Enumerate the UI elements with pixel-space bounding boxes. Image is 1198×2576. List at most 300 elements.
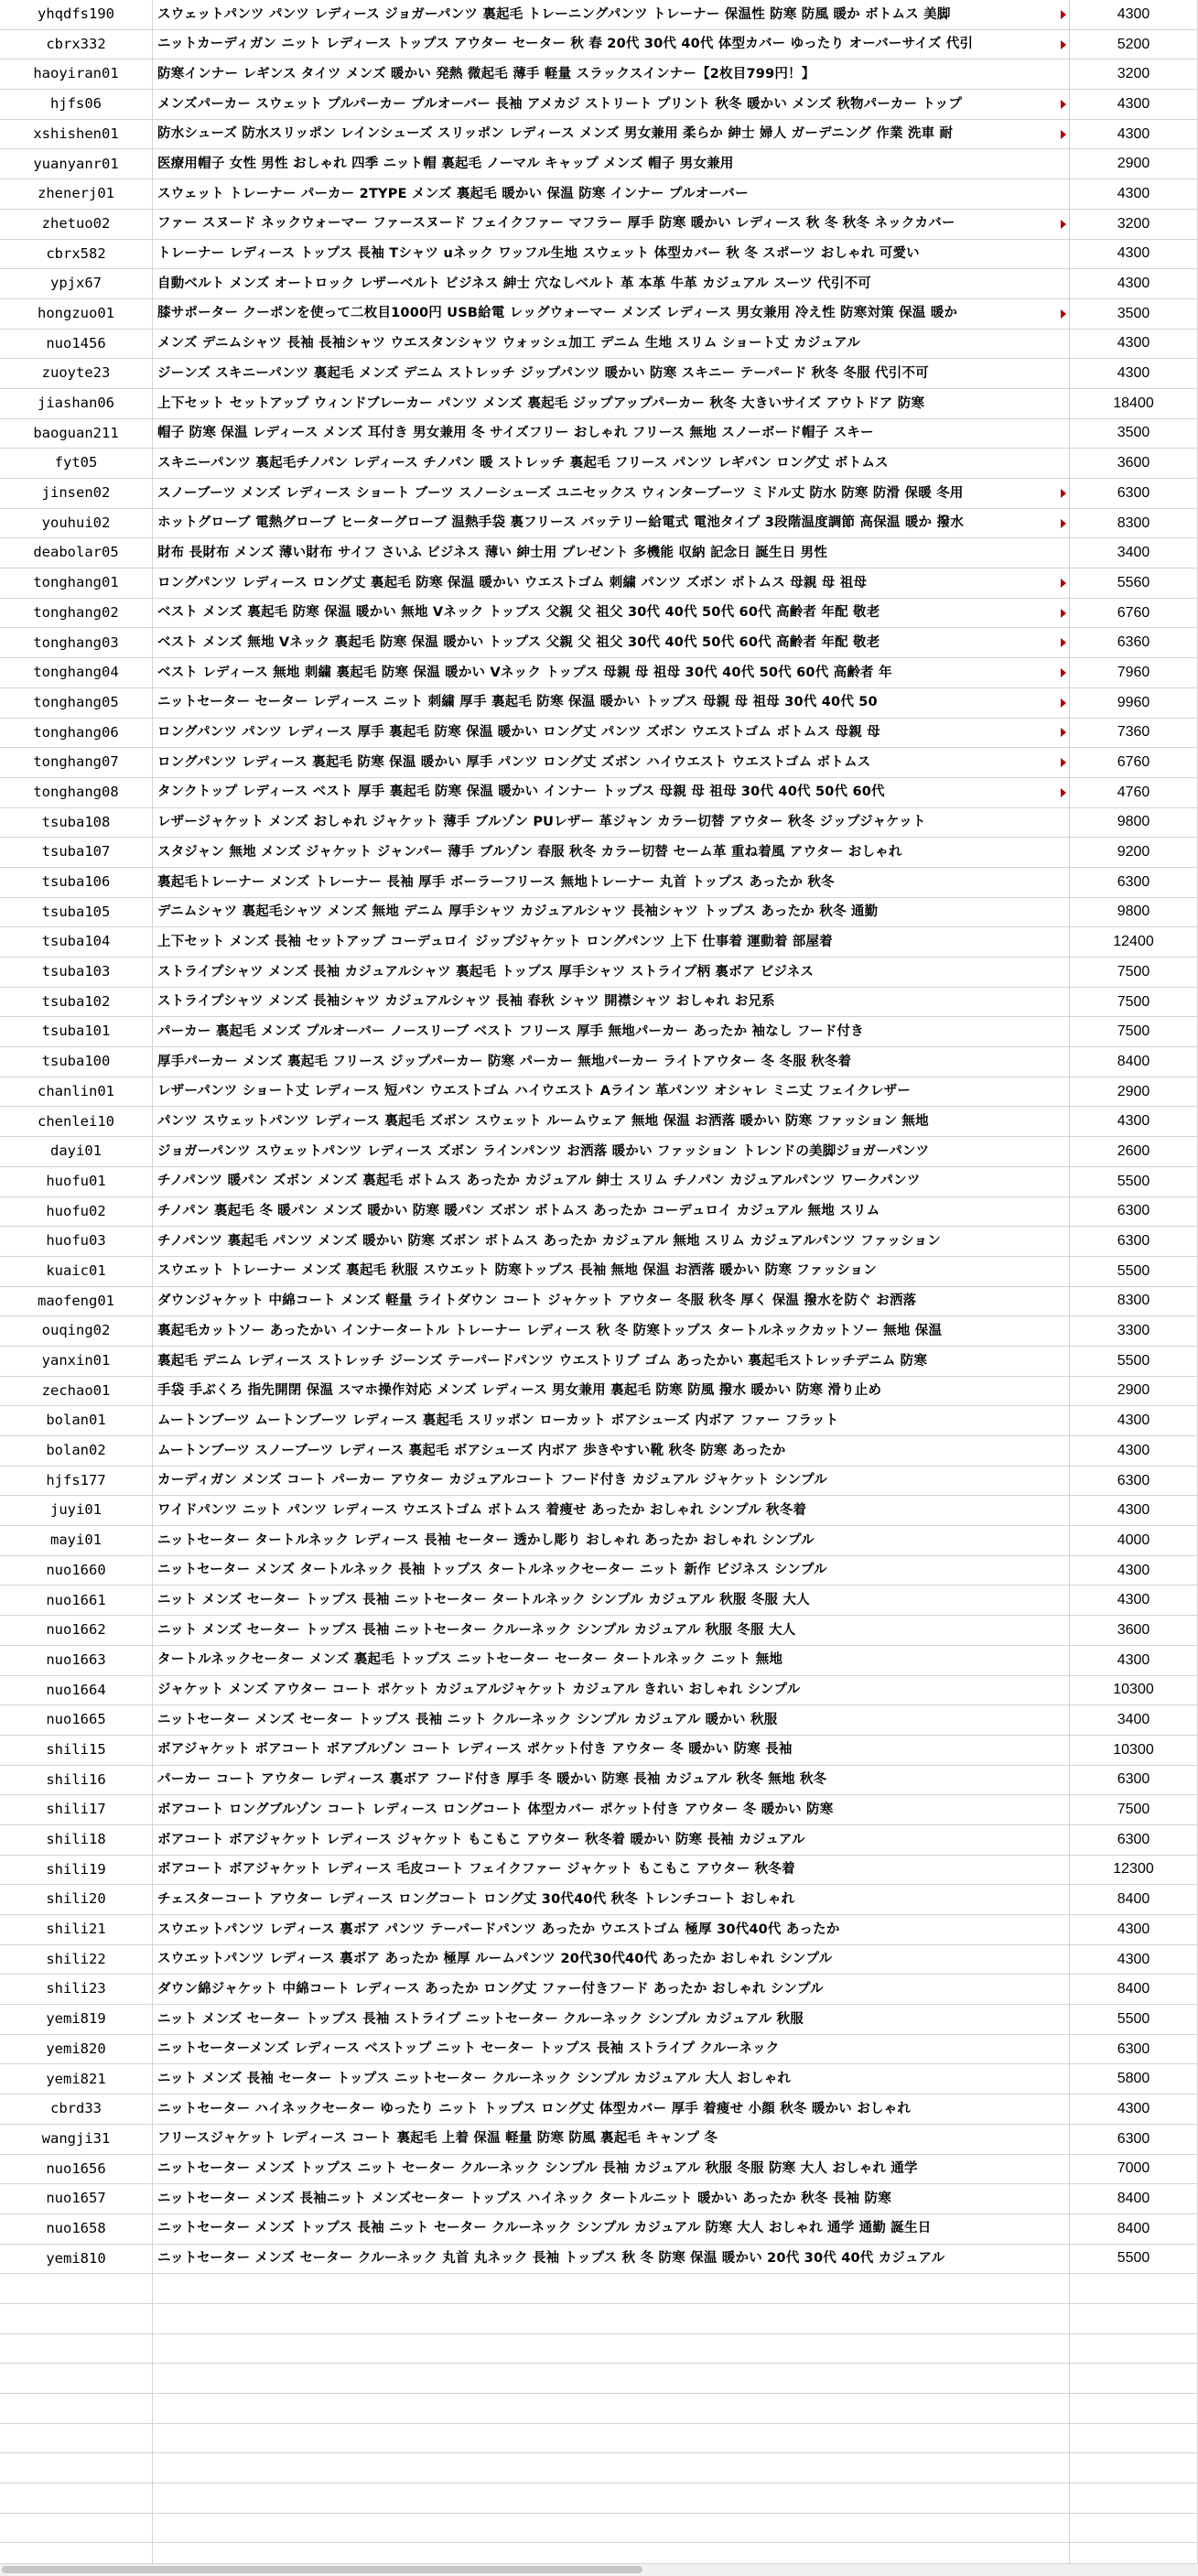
cell-title[interactable]: 自動ベルト メンズ オートロック レザーベルト ビジネス 紳士 穴なしベルト 革 本革 牛革 カジュアル スーツ 代引不可 [153, 269, 1070, 298]
cell-empty[interactable] [153, 2364, 1070, 2393]
cell-title[interactable]: 上下セット セットアップ ウィンドブレーカー パンツ メンズ 裏起毛 ジップアップパーカー 秋冬 大きいサイズ アウトドア 防寒 [153, 389, 1070, 418]
cell-price[interactable]: 4300 [1070, 2094, 1198, 2124]
cell-title[interactable]: 防寒インナー レギンス タイツ メンズ 暖かい 発熱 微起毛 薄手 軽量 スラックスインナー【2枚目799円！】 [153, 60, 1070, 89]
cell-id[interactable]: nuo1657 [0, 2184, 153, 2213]
table-row [0, 988, 1198, 1018]
cell-title[interactable]: ストライプシャツ メンズ 長袖シャツ カジュアルシャツ 長袖 春秋 シャツ 開襟シャツ おしゃれ お兄系 [153, 988, 1070, 1017]
cell-price[interactable]: 8300 [1070, 509, 1198, 538]
cell-title[interactable]: ファー スヌード ネックウォーマー ファースヌード フェイクファー マフラー 厚手 防寒 暖かい レディース 秋 冬 秋冬 ネックカバー [153, 210, 1070, 239]
cell-title[interactable]: 防水シューズ 防水スリッポン レインシューズ スリッポン レディース メンズ 男女兼用 柔らか 紳士 婦人 ガーデニング 作業 洗車 耐 [153, 120, 1070, 149]
cell-title[interactable]: ベスト レディース 無地 刺繍 裏起毛 防寒 保温 暖かい Vネック トップス 母親 母 祖母 30代 40代 50代 60代 高齢者 年 [153, 658, 1070, 687]
cell-id[interactable]: tsuba100 [0, 1047, 153, 1077]
cell-empty[interactable] [0, 2334, 153, 2364]
cell-id[interactable]: haoyiran01 [0, 60, 153, 89]
cell-price[interactable]: 2900 [1070, 1377, 1198, 1406]
cell-id[interactable]: yemi820 [0, 2035, 153, 2064]
cell-price[interactable]: 4300 [1070, 1556, 1198, 1586]
table-row [0, 1137, 1198, 1167]
table-row [0, 30, 1198, 60]
cell-title[interactable]: レザーパンツ ショート丈 レディース 短パン ウエストゴム ハイウエスト Aライン 革パンツ オシャレ ミニ丈 フェイクレザー [153, 1077, 1070, 1107]
cell-title[interactable]: パーカー 裏起毛 メンズ プルオーバー ノースリーブ ベスト フリース 厚手 無地パーカー あったか 袖なし フード付き [153, 1017, 1070, 1046]
cell-id[interactable]: yhqdfs190 [0, 0, 153, 29]
cell-price[interactable]: 6300 [1070, 1467, 1198, 1496]
cell-title[interactable]: スウエットパンツ レディース 裏ボア あったか 極厚 ルームパンツ 20代30代40代 あったか おしゃれ シンプル [153, 1945, 1070, 1975]
cell-price[interactable]: 5500 [1070, 2245, 1198, 2274]
cell-empty[interactable] [153, 2304, 1070, 2333]
cell-price[interactable]: 6760 [1070, 599, 1198, 628]
cell-title[interactable]: ジョガーパンツ スウェットパンツ レディース ズボン ラインパンツ お洒落 暖かい ファッション トレンドの美脚ジョガーパンツ [153, 1137, 1070, 1166]
cell-price[interactable]: 4300 [1070, 1496, 1198, 1525]
cell-id[interactable]: tonghang06 [0, 719, 153, 748]
cell-id[interactable]: tonghang08 [0, 778, 153, 807]
table-row [0, 1077, 1198, 1108]
table-row [0, 1496, 1198, 1526]
cell-price[interactable]: 6300 [1070, 1825, 1198, 1855]
cell-title[interactable]: チノパン 裏起毛 冬 暖パン メンズ 暖かい 防寒 暖パン ズボン ボトムス あったか コーデュロイ カジュアル 無地 スリム [153, 1197, 1070, 1227]
cell-title[interactable]: ボアコート ボアジャケット レディース 毛皮コート フェイクファー ジャケット もこもこ アウター 秋冬着 [153, 1856, 1070, 1885]
cell-id[interactable]: tonghang03 [0, 628, 153, 657]
scrollbar-thumb[interactable] [2, 2566, 642, 2573]
cell-id[interactable]: yemi810 [0, 2245, 153, 2274]
cell-title[interactable]: ニットセーター メンズ タートルネック 長袖 トップス タートルネックセーター ニット 新作 ビジネス シンプル [153, 1556, 1070, 1586]
cell-empty[interactable] [153, 2453, 1070, 2483]
cell-empty[interactable] [0, 2424, 153, 2453]
cell-title[interactable]: 裏起毛トレーナー メンズ トレーナー 長袖 厚手 ボーラーフリース 無地トレーナー 丸首 トップス あったか 秋冬 [153, 868, 1070, 897]
cell-title[interactable]: 財布 長財布 メンズ 薄い財布 サイフ さいふ ビジネス 薄い 紳士用 プレゼント 多機能 収納 記念日 誕生日 男性 [153, 538, 1070, 568]
cell-id[interactable]: huofu03 [0, 1227, 153, 1256]
cell-price[interactable]: 2600 [1070, 1137, 1198, 1166]
cell-price[interactable]: 9800 [1070, 898, 1198, 927]
cell-price[interactable]: 8400 [1070, 2184, 1198, 2213]
cell-price[interactable]: 3600 [1070, 1616, 1198, 1645]
table-row [0, 1017, 1198, 1047]
cell-price[interactable]: 4300 [1070, 330, 1198, 359]
table-row [0, 538, 1198, 568]
cell-id[interactable]: hongzuo01 [0, 299, 153, 329]
cell-price[interactable]: 6360 [1070, 628, 1198, 657]
cell-id[interactable]: nuo1663 [0, 1646, 153, 1675]
table-row [0, 838, 1198, 868]
cell-id[interactable]: nuo1656 [0, 2155, 153, 2184]
cell-price[interactable]: 8400 [1070, 1047, 1198, 1077]
cell-empty[interactable] [1070, 2394, 1198, 2423]
cell-price[interactable]: 7360 [1070, 719, 1198, 748]
table-row [0, 658, 1198, 688]
table-row [0, 1047, 1198, 1077]
cell-title[interactable]: 厚手パーカー メンズ 裏起毛 フリース ジップパーカー 防寒 パーカー 無地パーカー ライトアウター 冬 冬服 秋冬着 [153, 1047, 1070, 1077]
cell-id[interactable]: shili23 [0, 1975, 153, 2004]
cell-price[interactable]: 4300 [1070, 1646, 1198, 1675]
cell-id[interactable]: hjfs177 [0, 1467, 153, 1496]
cell-id[interactable]: tonghang05 [0, 688, 153, 718]
cell-title[interactable]: カーディガン メンズ コート パーカー アウター カジュアルコート フード付き カジュアル ジャケット シンプル [153, 1467, 1070, 1496]
cell-price[interactable]: 4300 [1070, 1436, 1198, 1466]
cell-id[interactable]: shili19 [0, 1856, 153, 1885]
cell-price[interactable]: 3200 [1070, 60, 1198, 89]
table-row [0, 628, 1198, 658]
cell-id[interactable]: ypjx67 [0, 269, 153, 298]
empty-row [0, 2424, 1198, 2454]
cell-id[interactable]: deabolar05 [0, 538, 153, 568]
cell-title[interactable]: ロングパンツ レディース ロング丈 裏起毛 防寒 保温 暖かい ウエストゴム 刺繍 パンツ ズボン ボトムス 母親 母 祖母 [153, 568, 1070, 598]
cell-id[interactable]: cbrd33 [0, 2094, 153, 2124]
cell-title[interactable]: 膝サポーター クーポンを使って二枚目1000円 USB給電 レッグウォーマー メンズ レディース 男女兼用 冷え性 防寒対策 保温 暖か [153, 299, 1070, 329]
cell-title[interactable]: ワイドパンツ ニット パンツ レディース ウエストゴム ボトムス 着痩せ あったか おしゃれ シンプル 秋冬着 [153, 1496, 1070, 1525]
cell-empty[interactable] [153, 2514, 1070, 2543]
cell-title[interactable]: ニットセーター ハイネックセーター ゆったり ニット トップス ロング丈 体型カバー 厚手 着痩せ 小顔 秋冬 暖かい おしゃれ [153, 2094, 1070, 2124]
cell-title[interactable]: チェスターコート アウター レディース ロングコート ロング丈 30代40代 秋冬 トレンチコート おしゃれ [153, 1885, 1070, 1914]
cell-id[interactable]: tsuba102 [0, 988, 153, 1017]
cell-id[interactable]: fyt05 [0, 449, 153, 478]
cell-price[interactable]: 4300 [1070, 269, 1198, 298]
cell-title[interactable]: スウエット トレーナー メンズ 裏起毛 秋服 スウエット 防寒トップス 長袖 無地 保温 お洒落 暖かい 防寒 ファッション [153, 1257, 1070, 1286]
cell-id[interactable]: baoguan211 [0, 419, 153, 449]
cell-price[interactable]: 8300 [1070, 1287, 1198, 1316]
cell-id[interactable]: yuanyanr01 [0, 149, 153, 179]
cell-price[interactable]: 7000 [1070, 2155, 1198, 2184]
cell-price[interactable]: 5500 [1070, 1257, 1198, 1286]
cell-id[interactable]: nuo1456 [0, 330, 153, 359]
cell-title[interactable]: ムートンブーツ スノーブーツ レディース 裏起毛 ボアシューズ 内ボア 歩きやすい靴 秋冬 防寒 あったか [153, 1436, 1070, 1466]
cell-title[interactable]: ボアコート ロングブルゾン コート レディース ロングコート 体型カバー ポケット付き アウター 冬 暖かい 防寒 [153, 1795, 1070, 1824]
table-row [0, 2125, 1198, 2155]
table-row [0, 479, 1198, 509]
cell-price[interactable]: 5200 [1070, 30, 1198, 60]
cell-title[interactable]: ニットセーター セーター レディース ニット 刺繍 厚手 裏起毛 防寒 保温 暖かい トップス 母親 母 祖母 30代 40代 50 [153, 688, 1070, 718]
cell-empty[interactable] [1070, 2514, 1198, 2543]
cell-id[interactable]: tonghang02 [0, 599, 153, 628]
cell-price[interactable]: 12400 [1070, 927, 1198, 957]
cell-title[interactable]: 帽子 防寒 保温 レディース メンズ 耳付き 男女兼用 冬 サイズフリー おしゃれ フリース 無地 スノーボード帽子 スキー [153, 419, 1070, 449]
cell-title[interactable]: ホットグローブ 電熱グローブ ヒーターグローブ 温熱手袋 裏フリース バッテリー給電式 電池タイプ 3段階温度調節 高保温 暖か 撥水 [153, 509, 1070, 538]
cell-price[interactable]: 7960 [1070, 658, 1198, 687]
cell-empty[interactable] [1070, 2364, 1198, 2393]
cell-price[interactable]: 3500 [1070, 299, 1198, 329]
cell-empty[interactable] [153, 2394, 1070, 2423]
cell-price[interactable]: 18400 [1070, 389, 1198, 418]
cell-price[interactable]: 4300 [1070, 1915, 1198, 1944]
table-row [0, 1347, 1198, 1377]
cell-id[interactable]: tonghang04 [0, 658, 153, 687]
cell-id[interactable]: jiashan06 [0, 389, 153, 418]
cell-id[interactable]: tsuba107 [0, 838, 153, 867]
cell-price[interactable]: 2900 [1070, 149, 1198, 179]
cell-empty[interactable] [0, 2304, 153, 2333]
cell-title[interactable]: ニット メンズ セーター トップス 長袖 ストライプ ニットセーター クルーネック シンプル カジュアル 秋服 [153, 2005, 1070, 2034]
cell-price[interactable]: 9960 [1070, 688, 1198, 718]
table-row [0, 90, 1198, 120]
empty-row [0, 2453, 1198, 2484]
cell-price[interactable]: 4300 [1070, 359, 1198, 388]
table-row [0, 149, 1198, 179]
cell-price[interactable]: 7500 [1070, 988, 1198, 1017]
table-row [0, 1227, 1198, 1257]
cell-title[interactable]: ニット メンズ セーター トップス 長袖 ニットセーター クルーネック シンプル カジュアル 秋服 冬服 大人 [153, 1616, 1070, 1645]
cell-price[interactable]: 8400 [1070, 1885, 1198, 1914]
cell-title[interactable]: 上下セット メンズ 長袖 セットアップ コーデュロイ ジップジャケット ロングパンツ 上下 仕事着 運動着 部屋着 [153, 927, 1070, 957]
cell-title[interactable]: ジーンズ スキニーパンツ 裏起毛 メンズ デニム ストレッチ ジップパンツ 暖かい 防寒 スキニー テーパード 秋冬 冬服 代引不可 [153, 359, 1070, 388]
cell-title[interactable]: ニットセーター メンズ 長袖ニット メンズセーター トップス ハイネック タートルニット 暖かい あったか 秋冬 長袖 防寒 [153, 2184, 1070, 2213]
horizontal-scrollbar[interactable] [0, 2563, 1198, 2576]
cell-id[interactable]: huofu02 [0, 1197, 153, 1227]
cell-title[interactable]: ニットセーター タートルネック レディース 長袖 セーター 透かし彫り おしゃれ あったか おしゃれ シンプル [153, 1526, 1070, 1555]
cell-id[interactable]: youhui02 [0, 509, 153, 538]
cell-title[interactable]: パンツ スウェットパンツ レディース 裏起毛 ズボン スウェット ルームウェア 無地 保温 お洒落 暖かい 防寒 ファッション 無地 [153, 1107, 1070, 1136]
cell-title[interactable]: ロングパンツ パンツ レディース 厚手 裏起毛 防寒 保温 暖かい ロング丈 パンツ ズボン ウエストゴム ボトムス 母親 母 [153, 719, 1070, 748]
cell-title[interactable]: スウエットパンツ レディース 裏ボア パンツ テーパードパンツ あったか ウエストゴム 極厚 30代40代 あったか [153, 1915, 1070, 1944]
cell-id[interactable]: tsuba103 [0, 958, 153, 987]
cell-empty[interactable] [0, 2274, 153, 2303]
cell-empty[interactable] [153, 2334, 1070, 2364]
cell-price[interactable]: 6300 [1070, 479, 1198, 508]
cell-id[interactable]: juyi01 [0, 1496, 153, 1525]
cell-price[interactable]: 6300 [1070, 868, 1198, 897]
cell-id[interactable]: kuaic01 [0, 1257, 153, 1286]
cell-price[interactable]: 10300 [1070, 1676, 1198, 1705]
cell-price[interactable]: 3300 [1070, 1316, 1198, 1346]
cell-id[interactable]: shili22 [0, 1945, 153, 1975]
cell-id[interactable]: wangji31 [0, 2125, 153, 2154]
cell-price[interactable]: 3200 [1070, 210, 1198, 239]
cell-title[interactable]: スキニーパンツ 裏起毛チノパン レディース チノパン 暖 ストレッチ 裏起毛 フリース パンツ レギパン ロング丈 ボトムス [153, 449, 1070, 478]
cell-title[interactable]: ダウン綿ジャケット 中綿コート レディース あったか ロング丈 ファー付きフード あったか おしゃれ シンプル [153, 1975, 1070, 2004]
cell-title[interactable]: スタジャン 無地 メンズ ジャケット ジャンパー 薄手 ブルゾン 春服 秋冬 カラー切替 セーム革 重ね着風 アウター おしゃれ [153, 838, 1070, 867]
cell-id[interactable]: hjfs06 [0, 90, 153, 119]
table-row [0, 599, 1198, 629]
table-row [0, 927, 1198, 958]
cell-title[interactable]: 裏起毛 デニム レディース ストレッチ ジーンズ テーパードパンツ ウエストリブ ゴム あったかい 裏起毛ストレッチデニム 防寒 [153, 1347, 1070, 1376]
table-row [0, 1526, 1198, 1556]
cell-price[interactable]: 9200 [1070, 838, 1198, 867]
cell-id[interactable]: chenlei10 [0, 1107, 153, 1136]
cell-title[interactable]: ダウンジャケット 中綿コート メンズ 軽量 ライトダウン コート ジャケット アウター 冬服 秋冬 厚く 保温 撥水を防ぐ お洒落 [153, 1287, 1070, 1316]
cell-title[interactable]: レザージャケット メンズ おしゃれ ジャケット 薄手 ブルゾン PUレザー 革ジャン カラー切替 アウター 秋冬 ジップジャケット [153, 808, 1070, 838]
cell-price[interactable]: 4300 [1070, 120, 1198, 149]
cell-id[interactable]: shili17 [0, 1795, 153, 1824]
cell-title[interactable]: ニット メンズ セーター トップス 長袖 ニットセーター タートルネック シンプル カジュアル 秋服 冬服 大人 [153, 1586, 1070, 1615]
cell-id[interactable]: nuo1664 [0, 1676, 153, 1705]
cell-price[interactable]: 4760 [1070, 778, 1198, 807]
cell-title[interactable]: ボアジャケット ボアコート ボアブルゾン コート レディース ポケット付き アウター 冬 暖かい 防寒 長袖 [153, 1736, 1070, 1765]
cell-title[interactable]: ジャケット メンズ アウター コート ポケット カジュアルジャケット カジュアル きれい おしゃれ シンプル [153, 1676, 1070, 1705]
table-row [0, 359, 1198, 389]
cell-id[interactable]: shili20 [0, 1885, 153, 1914]
cell-price[interactable]: 5800 [1070, 2064, 1198, 2094]
cell-price[interactable]: 6300 [1070, 1197, 1198, 1227]
cell-price[interactable]: 3400 [1070, 538, 1198, 568]
cell-id[interactable]: tsuba104 [0, 927, 153, 957]
cell-price[interactable]: 10300 [1070, 1736, 1198, 1765]
cell-price[interactable]: 4000 [1070, 1526, 1198, 1555]
table-row [0, 868, 1198, 898]
cell-id[interactable]: mayi01 [0, 1526, 153, 1555]
cell-title[interactable]: フリースジャケット レディース コート 裏起毛 上着 保温 軽量 防寒 防風 裏起毛 キャンプ 冬 [153, 2125, 1070, 2154]
cell-price[interactable]: 7500 [1070, 958, 1198, 987]
cell-id[interactable]: nuo1665 [0, 1705, 153, 1735]
cell-empty[interactable] [0, 2514, 153, 2543]
cell-price[interactable]: 4300 [1070, 90, 1198, 119]
table-row [0, 1885, 1198, 1915]
cell-title[interactable]: スウェットパンツ パンツ レディース ジョガーパンツ 裏起毛 トレーニングパンツ トレーナー 保温性 防寒 防風 暖か ボトムス 美脚 [153, 0, 1070, 29]
cell-title[interactable]: タートルネックセーター メンズ 裏起毛 トップス ニットセーター セーター タートルネック ニット 無地 [153, 1646, 1070, 1675]
table-row [0, 748, 1198, 778]
cell-id[interactable]: shili18 [0, 1825, 153, 1855]
cell-id[interactable]: zhetuo02 [0, 210, 153, 239]
cell-empty[interactable] [1070, 2334, 1198, 2364]
cell-id[interactable]: tsuba101 [0, 1017, 153, 1046]
cell-price[interactable]: 8400 [1070, 2214, 1198, 2244]
cell-id[interactable]: tsuba106 [0, 868, 153, 897]
cell-empty[interactable] [1070, 2304, 1198, 2333]
table-row [0, 1736, 1198, 1766]
cell-price[interactable]: 6760 [1070, 748, 1198, 777]
cell-id[interactable]: xshishen01 [0, 120, 153, 149]
cell-empty[interactable] [1070, 2424, 1198, 2453]
cell-title[interactable]: ロングパンツ レディース 裏起毛 防寒 保温 暖かい 厚手 パンツ ロング丈 ズボン ハイウエスト ウエストゴム ボトムス [153, 748, 1070, 777]
cell-price[interactable]: 9800 [1070, 808, 1198, 838]
cell-title[interactable]: ニットセーター メンズ セーター トップス 長袖 ニット クルーネック シンプル カジュアル 暖かい 秋服 [153, 1705, 1070, 1735]
cell-price[interactable]: 5560 [1070, 568, 1198, 598]
cell-title[interactable]: ニット メンズ 長袖 セーター トップス ニットセーター クルーネック シンプル カジュアル 大人 おしゃれ [153, 2064, 1070, 2094]
table-row [0, 1436, 1198, 1467]
cell-price[interactable]: 3400 [1070, 1705, 1198, 1735]
cell-id[interactable]: shili15 [0, 1736, 153, 1765]
cell-price[interactable]: 4300 [1070, 0, 1198, 29]
cell-empty[interactable] [0, 2364, 153, 2393]
cell-id[interactable]: zuoyte23 [0, 359, 153, 388]
cell-title[interactable]: ニットセーター メンズ トップス ニット セーター クルーネック シンプル 長袖 カジュアル 秋服 冬服 防寒 大人 おしゃれ 通学 [153, 2155, 1070, 2184]
cell-title[interactable]: タンクトップ レディース ベスト 厚手 裏起毛 防寒 保温 暖かい インナー トップス 母親 母 祖母 30代 40代 50代 60代 [153, 778, 1070, 807]
cell-id[interactable]: shili21 [0, 1915, 153, 1944]
cell-title[interactable]: メンズ デニムシャツ 長袖 長袖シャツ ウエスタンシャツ ウォッシュ加工 デニム 生地 スリム ショート丈 カジュアル [153, 330, 1070, 359]
cell-price[interactable]: 7500 [1070, 1795, 1198, 1824]
cell-title[interactable]: スウェット トレーナー パーカー 2TYPE メンズ 裏起毛 暖かい 保温 防寒 インナー プルオーバー [153, 179, 1070, 209]
table-row [0, 688, 1198, 719]
cell-title[interactable]: 裏起毛カットソー あったかい インナータートル トレーナー レディース 秋 冬 防寒トップス タートルネックカットソー 無地 保温 [153, 1316, 1070, 1346]
cell-id[interactable]: jinsen02 [0, 479, 153, 508]
cell-title[interactable]: ムートンブーツ ムートンブーツ レディース 裏起毛 スリッポン ローカット ボアシューズ 内ボア ファー フラット [153, 1406, 1070, 1435]
cell-id[interactable]: tonghang01 [0, 568, 153, 598]
cell-title[interactable]: デニムシャツ 裏起毛シャツ メンズ 無地 デニム 厚手シャツ カジュアルシャツ 長袖シャツ トップス あったか 秋冬 通勤 [153, 898, 1070, 927]
cell-title[interactable]: パーカー コート アウター レディース 裏ボア フード付き 厚手 冬 暖かい 防寒 長袖 カジュアル 秋冬 無地 秋冬 [153, 1766, 1070, 1795]
cell-price[interactable]: 3600 [1070, 449, 1198, 478]
table-row [0, 1825, 1198, 1856]
table-row [0, 419, 1198, 449]
cell-title[interactable]: スノーブーツ メンズ レディース ショート ブーツ スノーシューズ ユニセックス ウィンターブーツ ミドル丈 防水 防寒 防滑 保暖 冬用 [153, 479, 1070, 508]
cell-empty[interactable] [1070, 2453, 1198, 2483]
cell-empty[interactable] [0, 2394, 153, 2423]
cell-id[interactable]: yemi821 [0, 2064, 153, 2094]
cell-id[interactable]: nuo1658 [0, 2214, 153, 2244]
cell-price[interactable]: 4300 [1070, 1107, 1198, 1136]
cell-price[interactable]: 4300 [1070, 179, 1198, 209]
cell-id[interactable]: tsuba108 [0, 808, 153, 838]
cell-title[interactable]: 手袋 手ぶくろ 指先開閉 保温 スマホ操作対応 メンズ レディース 男女兼用 裏起毛 防寒 防風 撥水 暖かい 防寒 滑り止め [153, 1377, 1070, 1406]
cell-id[interactable]: shili16 [0, 1766, 153, 1795]
cell-title[interactable]: ベスト メンズ 裏起毛 防寒 保温 暖かい 無地 Vネック トップス 父親 父 祖父 30代 40代 50代 60代 高齢者 年配 敬老 [153, 599, 1070, 628]
cell-id[interactable]: maofeng01 [0, 1287, 153, 1316]
cell-title[interactable]: ニットセーター メンズ トップス 長袖 ニット セーター クルーネック シンプル カジュアル 防寒 大人 おしゃれ 通学 通勤 誕生日 [153, 2214, 1070, 2244]
cell-id[interactable]: huofu01 [0, 1167, 153, 1196]
cell-price[interactable]: 2900 [1070, 1077, 1198, 1107]
cell-id[interactable]: cbrx332 [0, 30, 153, 60]
cell-price[interactable]: 4300 [1070, 1406, 1198, 1435]
cell-id[interactable]: cbrx582 [0, 240, 153, 269]
cell-id[interactable]: zechao01 [0, 1377, 153, 1406]
cell-id[interactable]: yanxin01 [0, 1347, 153, 1376]
cell-title[interactable]: 医療用帽子 女性 男性 おしゃれ 四季 ニット帽 裏起毛 ノーマル キャップ メンズ 帽子 男女兼用 [153, 149, 1070, 179]
cell-title[interactable]: ニットセーター メンズ セーター クルーネック 丸首 丸ネック 長袖 トップス 秋 冬 防寒 保温 暖かい 20代 30代 40代 カジュアル [153, 2245, 1070, 2274]
cell-title[interactable]: チノパンツ 暖パン ズボン メンズ 裏起毛 ボトムス あったか カジュアル 紳士 スリム チノパン カジュアルパンツ ワークパンツ [153, 1167, 1070, 1196]
cell-price[interactable]: 8400 [1070, 1975, 1198, 2004]
empty-row [0, 2514, 1198, 2544]
table-row [0, 719, 1198, 749]
cell-id[interactable]: zhenerj01 [0, 179, 153, 209]
cell-title[interactable]: ニットカーディガン ニット レディース トップス アウター セーター 秋 春 20代 30代 40代 体型カバー ゆったり オーバーサイズ 代引 [153, 30, 1070, 60]
cell-id[interactable]: yemi819 [0, 2005, 153, 2034]
table-row [0, 1257, 1198, 1287]
table-row [0, 2214, 1198, 2245]
cell-price[interactable]: 6300 [1070, 1227, 1198, 1256]
cell-empty[interactable] [153, 2484, 1070, 2513]
cell-price[interactable]: 5500 [1070, 1167, 1198, 1196]
table-row [0, 2155, 1198, 2185]
table-row [0, 2094, 1198, 2125]
cell-id[interactable]: chanlin01 [0, 1077, 153, 1107]
cell-title[interactable]: チノパンツ 裏起毛 パンツ メンズ 暖かい 防寒 ズボン ボトムス あったか カジュアル 無地 スリム カジュアルパンツ ファッション [153, 1227, 1070, 1256]
cell-price[interactable]: 4300 [1070, 240, 1198, 269]
table-row [0, 2245, 1198, 2275]
cell-price[interactable]: 5500 [1070, 2005, 1198, 2034]
cell-id[interactable]: nuo1661 [0, 1586, 153, 1615]
cell-id[interactable]: bolan01 [0, 1406, 153, 1435]
cell-id[interactable]: bolan02 [0, 1436, 153, 1466]
cell-empty[interactable] [1070, 2484, 1198, 2513]
cell-title[interactable]: トレーナー レディース トップス 長袖 Tシャツ uネック ワッフル生地 スウェット 体型カバー 秋 冬 スポーツ おしゃれ 可愛い [153, 240, 1070, 269]
table-row [0, 1406, 1198, 1436]
cell-title[interactable]: ストライプシャツ メンズ 長袖 カジュアルシャツ 裏起毛 トップス 厚手シャツ ストライプ柄 裏ボア ビジネス [153, 958, 1070, 987]
cell-id[interactable]: tonghang07 [0, 748, 153, 777]
cell-price[interactable]: 3500 [1070, 419, 1198, 449]
cell-price[interactable]: 6300 [1070, 2125, 1198, 2154]
cell-empty[interactable] [153, 2424, 1070, 2453]
table-row [0, 1556, 1198, 1586]
cell-empty[interactable] [153, 2274, 1070, 2303]
cell-empty[interactable] [0, 2453, 153, 2483]
cell-price[interactable]: 4300 [1070, 1586, 1198, 1615]
table-row [0, 1856, 1198, 1886]
cell-price[interactable]: 12300 [1070, 1856, 1198, 1885]
cell-id[interactable]: dayi01 [0, 1137, 153, 1166]
cell-price[interactable]: 6300 [1070, 2035, 1198, 2064]
table-row [0, 1795, 1198, 1825]
cell-id[interactable]: nuo1660 [0, 1556, 153, 1586]
cell-price[interactable]: 7500 [1070, 1017, 1198, 1046]
cell-title[interactable]: ベスト メンズ 無地 Vネック 裏起毛 防寒 保温 暖かい トップス 父親 父 祖父 30代 40代 50代 60代 高齢者 年配 敬老 [153, 628, 1070, 657]
cell-empty[interactable] [1070, 2274, 1198, 2303]
cell-price[interactable]: 6300 [1070, 1766, 1198, 1795]
table-row [0, 179, 1198, 210]
cell-id[interactable]: tsuba105 [0, 898, 153, 927]
cell-title[interactable]: ボアコート ボアジャケット レディース ジャケット もこもこ アウター 秋冬着 暖かい 防寒 長袖 カジュアル [153, 1825, 1070, 1855]
cell-title[interactable]: メンズパーカー スウェット プルパーカー プルオーバー 長袖 アメカジ ストリート プリント 秋冬 暖かい メンズ 秋物パーカー トップ [153, 90, 1070, 119]
cell-title[interactable]: ニットセーターメンズ レディース ベストップ ニット セーター トップス 長袖 ストライプ クルーネック [153, 2035, 1070, 2064]
cell-id[interactable]: ouqing02 [0, 1316, 153, 1346]
cell-price[interactable]: 5500 [1070, 1347, 1198, 1376]
cell-id[interactable]: nuo1662 [0, 1616, 153, 1645]
cell-empty[interactable] [0, 2484, 153, 2513]
cell-price[interactable]: 4300 [1070, 1945, 1198, 1975]
